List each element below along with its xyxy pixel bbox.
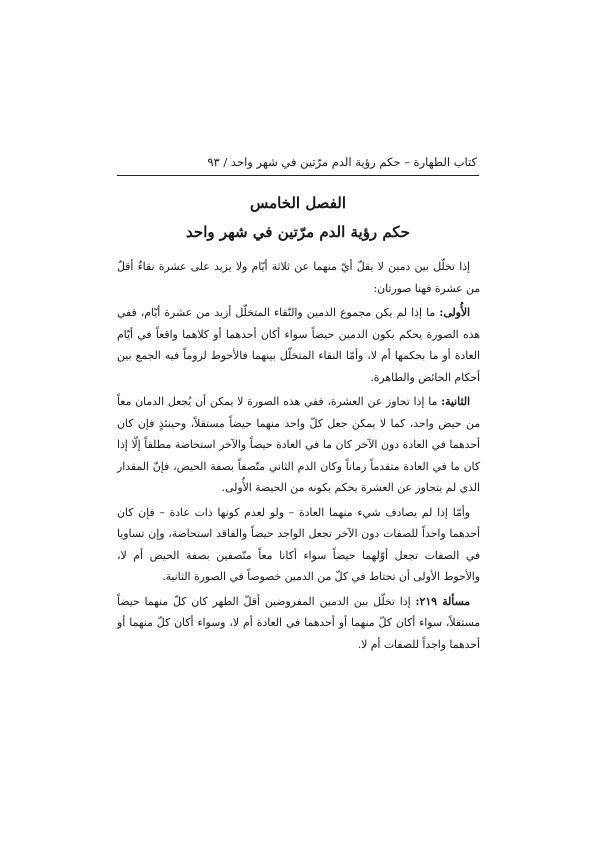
masala-term: مسألة ٢١٩: <box>415 594 470 608</box>
chapter-title: حكم رؤية الدم مرّتين في شهر واحد <box>186 223 410 241</box>
body-text <box>117 256 480 658</box>
third-paragraph: وأمّا إذا لم يصادف شيء منهما العادة – ولو لعدم كونها ذات عادة – فإن كان أحدهما واجداً للصفات دون الآخر تجعل الواجد حيضاً والفاقد استحاضة، وإن تساويا في الصفات تجعل أوّلهما حيضاً سواء أكانا معاً متّصفين بصفة الحيض أم لا، والأحوط الأولى أن تحتاط في كلّ من الدمين خصوصاً في الصورة الثانية. <box>117 505 480 583</box>
chapter-label: الفصل الخامس <box>249 194 347 212</box>
header-divider <box>117 175 479 176</box>
first-case-text: ما إذا لم يكن مجموع الدمين والنّقاء المتخلّل أزيد من عشرة أيّام، ففي هذه الصورة يحكم بكون الدمين حيضاً سواء أكان أحدهما أو كلاهما واقعاً في أيّام العادة أو ما بحكمها أم لا، وأمّا النقاء المتخلّل بينهما فالأحوط لزوماً فيه الجمع بين أحكام الحائض والطاهرة. <box>117 306 480 384</box>
running-header: كتاب الطهارة – حكم رؤية الدم مرّتين في شهر واحد / ٩٣ <box>207 155 477 169</box>
second-case-paragraph <box>117 391 480 499</box>
masala-paragraph <box>117 591 480 656</box>
first-case-paragraph <box>117 302 480 388</box>
first-case-term: الأُولى: <box>439 306 470 319</box>
intro-paragraph: إذا تخلّل بين دمين لا يقلّ أيّ منهما عن ثلاثة أيّام ولا يزيد على عشرة نقاءٌ أقلّ من عشرة فهنا صورتان: <box>117 260 480 295</box>
second-case-term: الثانية: <box>441 395 470 408</box>
masala-text: إذا تخلّل بين الدمين المفروضين أقلّ الطهر كان كلّ منهما حيضاً مستقلاً، سواء أكان كلّ منهما أو أحدهما في العادة أم لا، وسواء أكان كلّ منهما أو أحدهما واجداً للصفات أم لا. <box>117 594 480 651</box>
second-case-text: ما إذا تجاوز عن العشرة، ففي هذه الصورة لا يمكن أن يُجعل الدمان معاً من حيض واحد، كما لا يمكن جعل كلّ واحد منهما حيضاً مستقلاً، وحينئذٍ فإن كان أحدهما في العادة دون الآخر كان ما في العادة حيضاً والآخر استحاضة مطلقاً إلّا إذا كان ما في العادة متقدماً زماناً وكان الدم الثاني متّصفاً بصفة الحيض، فإنّ المقدار الذي لم يتجاوز عن العشرة يحكم بكونه من الحيضة الأُولى. <box>117 395 480 494</box>
